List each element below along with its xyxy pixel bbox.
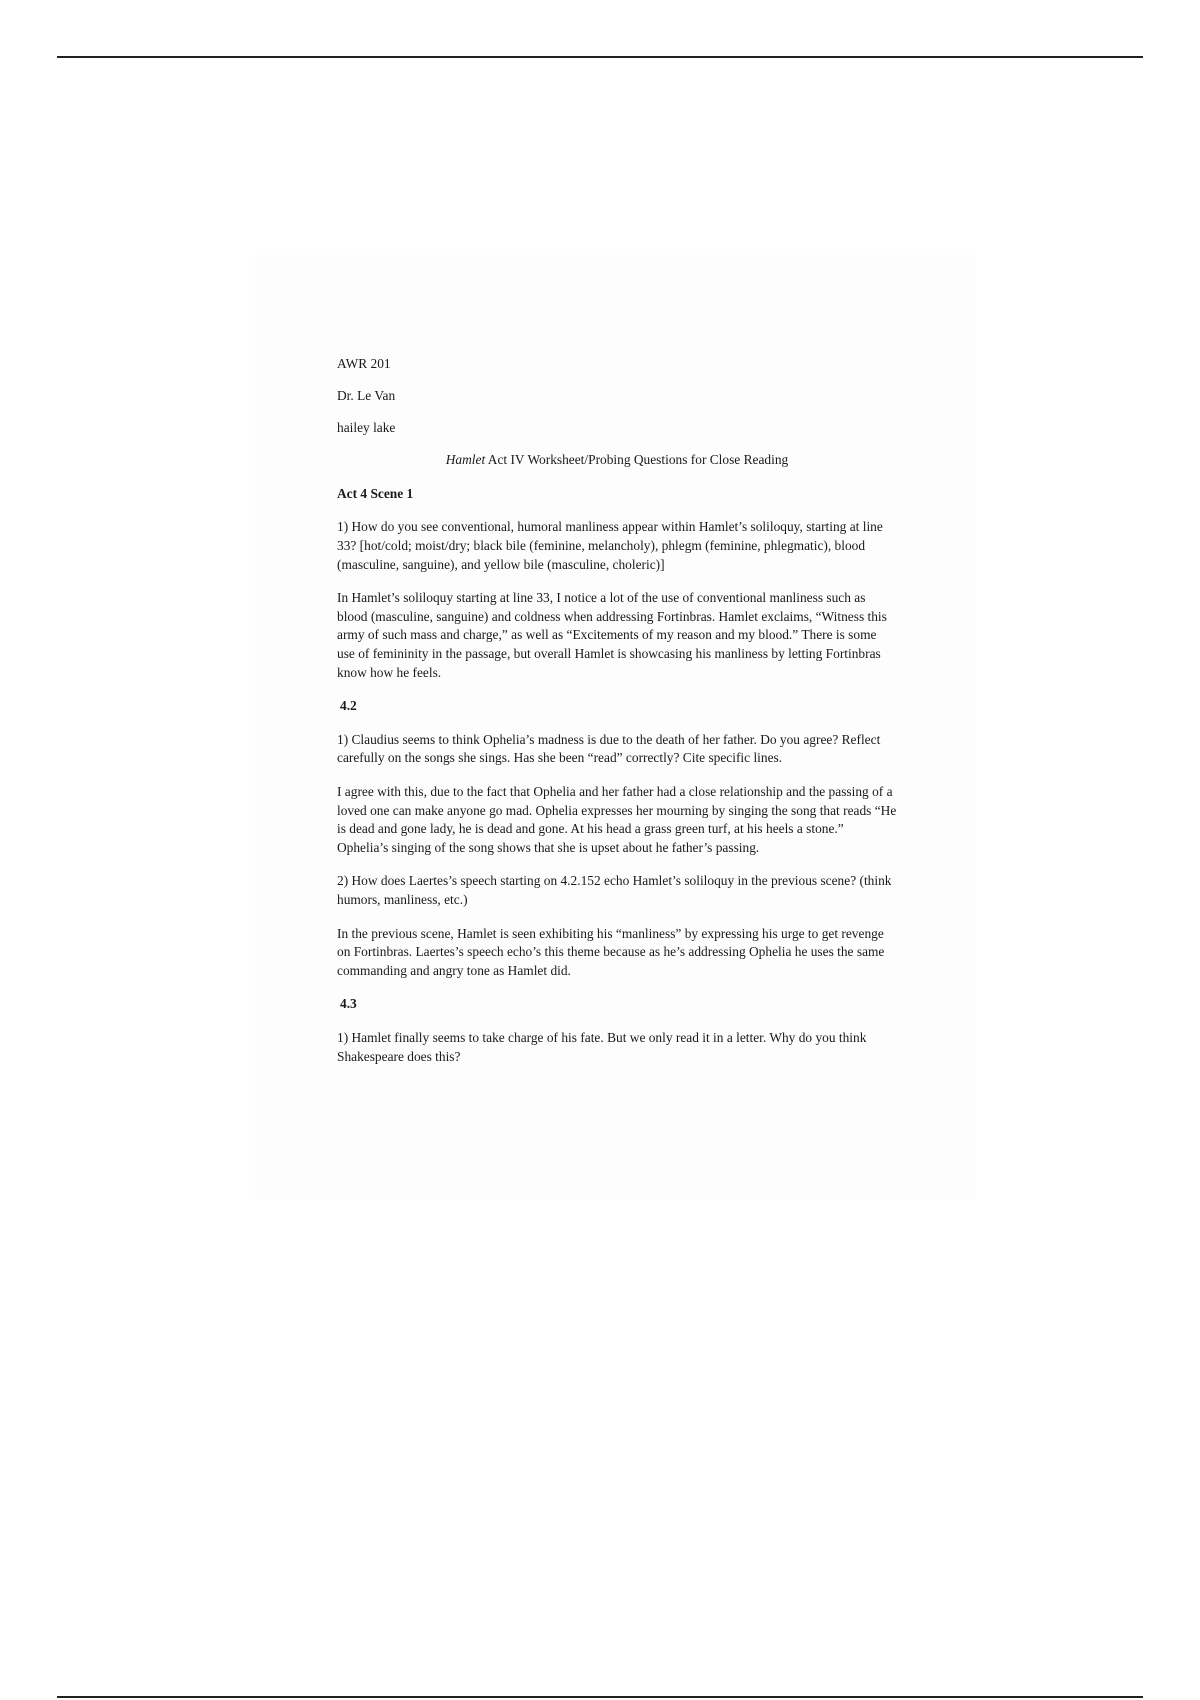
section-heading-4-2: 4.2 <box>340 698 357 714</box>
section-heading-act4-scene1: Act 4 Scene 1 <box>337 485 414 501</box>
course-line: AWR 201 <box>337 356 391 371</box>
question-4-1-1: 1) How do you see conventional, humoral manliness appear within Hamlet’s soliloquy, starting at line 33? [hot/cold; moist/dry; black bile (feminine, melancholy), phlegm (feminine, phlegmatic), blood (masculine, sanguine), and yellow bile (masculine, choleric)] <box>337 519 883 572</box>
answer-4-2-2: In the previous scene, Hamlet is seen exhibiting his “manliness” by expressing his urge to get revenge on Fortinbras. Laertes’s speech echo’s this theme because as he’s addressing Ophelia he uses the same commanding and angry tone as Hamlet did. <box>337 925 885 978</box>
question-4-2-2: 2) How does Laertes’s speech starting on 4.2.152 echo Hamlet’s soliloquy in the previous scene? (think humors, manliness, etc.) <box>337 873 892 907</box>
answer-4-1-1: In Hamlet’s soliloquy starting at line 33, I notice a lot of the use of conventional manliness such as blood (masculine, sanguine) and coldness when addressing Fortinbras. Hamlet exclaims, “Witness this army of such mass and charge,” as well as “Excitements of my reason and my blood.” There is some use of femininity in the passage, but overall Hamlet is showcasing his manliness by letting Fortinbras know how he feels. <box>337 590 887 680</box>
top-rule <box>57 56 1143 58</box>
title-italic: Hamlet <box>445 452 486 468</box>
instructor-line: Dr. Le Van <box>337 388 396 404</box>
student-line: hailey lake <box>337 420 396 436</box>
document-title <box>337 451 897 470</box>
bottom-rule <box>57 1696 1143 1698</box>
question-4-2-1: 1) Claudius seems to think Ophelia’s madness is due to the death of her father. Do you agree? Reflect carefully on the songs she sings. Has she been “read” correctly? Cite specific lines. <box>337 731 881 766</box>
answer-4-2-1: I agree with this, due to the fact that Ophelia and her father had a close relationship and the passing of a loved one can make anyone go mad. Ophelia expresses her mourning by singing the song that reads “He is dead and gone lady, he is dead and gone. At his head a grass green turf, at his heels a stone.” Ophelia’s singing of the song shows that she is upset about he father’s passing. <box>337 784 897 855</box>
section-heading-4-3: 4.3 <box>340 996 357 1012</box>
question-4-3-1: 1) Hamlet finally seems to take charge of his fate. But we only read it in a letter. Why do you think Shakespeare does this? <box>337 1029 867 1064</box>
title-rest: Act IV Worksheet/Probing Questions for Close Reading <box>485 452 789 468</box>
document-body <box>337 355 897 1081</box>
